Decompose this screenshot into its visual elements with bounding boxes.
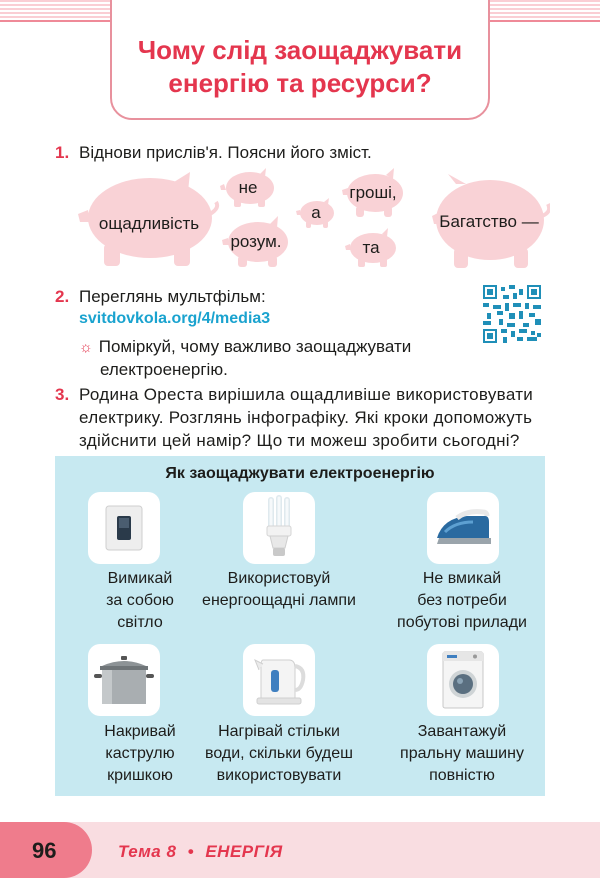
light-switch-icon	[88, 492, 160, 564]
caption-line: Вимикай	[107, 570, 173, 587]
pig-card	[344, 228, 398, 268]
pig-card	[340, 168, 406, 218]
title-line-2: енергію та ресурси?	[168, 68, 432, 98]
caption-line: Завантажуй	[417, 723, 507, 740]
caption-line: Використовуй	[227, 570, 331, 587]
sun-icon: ☼	[79, 339, 93, 356]
caption-line: побутові прилади	[397, 614, 527, 631]
washing-machine-icon	[427, 644, 499, 716]
caption-line: енергоощадні лампи	[202, 592, 356, 609]
pig-card	[428, 172, 550, 272]
task-2-sub-line-2: електроенергію.	[100, 360, 228, 379]
caption-line: використовувати	[216, 767, 342, 784]
proverb-pigs	[60, 168, 550, 283]
proverb-word: та	[362, 238, 380, 257]
task-2-text: Переглянь мультфільм:	[79, 287, 266, 306]
proverb-word: а	[311, 203, 321, 222]
proverb-word: гроші,	[349, 183, 397, 202]
caption-line: світло	[117, 614, 163, 631]
washing-machine-tile	[427, 644, 499, 716]
infographic-title: Як заощаджувати електроенергію	[165, 465, 435, 482]
task-1	[55, 142, 545, 164]
proverb-word: Багатство —	[439, 212, 539, 231]
topic-name: ЕНЕРГІЯ	[205, 842, 283, 861]
energy-saving-bulb-icon	[243, 492, 315, 564]
caption-line: Накривай	[104, 723, 176, 740]
tip-caption	[377, 568, 547, 634]
task-3	[55, 383, 545, 452]
topic-separator: •	[187, 842, 195, 861]
saucepan-tile	[88, 644, 160, 716]
tip-caption	[377, 721, 547, 787]
page-title	[112, 34, 488, 100]
iron-tile	[427, 492, 499, 564]
caption-line: каструлю	[105, 745, 175, 762]
pig-card	[220, 216, 292, 268]
task-1-text: Віднови прислів'я. Поясни його зміст.	[79, 143, 372, 162]
task-2-number: 2.	[55, 287, 70, 306]
caption-line: за собою	[106, 592, 174, 609]
caption-line: води, скільки будеш	[205, 745, 353, 762]
proverb-word: не	[238, 178, 258, 197]
caption-line: без потреби	[417, 592, 507, 609]
page-footer	[0, 822, 600, 878]
tip-caption	[194, 568, 364, 612]
media-link[interactable]: svitdovkola.org/4/media3	[79, 310, 271, 327]
task-3-line-1: Родина Ореста вирішила ощадливіше використовувати	[79, 385, 534, 404]
caption-line: пральну машину	[400, 745, 524, 762]
infographic	[55, 456, 545, 796]
topic-number: Тема 8	[118, 842, 177, 861]
title-line-1: Чому слід заощаджувати	[137, 35, 463, 65]
task-3-number: 3.	[55, 385, 70, 404]
topic-label	[118, 842, 283, 862]
light-switch-tile	[88, 492, 160, 564]
page-number: 96	[32, 838, 57, 863]
title-box	[110, 0, 490, 120]
energy-saving-bulb-tile	[243, 492, 315, 564]
pig-card	[296, 198, 336, 228]
task-2-sub-line-1: Поміркуй, чому важливо заощаджувати	[98, 337, 412, 356]
caption-line: повністю	[429, 767, 495, 784]
proverb-word: ощадливість	[98, 214, 200, 233]
proverb-word: розум.	[230, 232, 282, 251]
task-1-number: 1.	[55, 143, 70, 162]
caption-line: Нагрівай стільки	[218, 723, 340, 740]
kettle-tile	[243, 644, 315, 716]
tip-caption	[194, 721, 364, 787]
qr-code-icon[interactable]	[483, 285, 541, 343]
kettle-icon	[243, 644, 315, 716]
caption-line: Не вмикай	[422, 570, 502, 587]
task-3-line-3: здійснити цей намір? Що ти можеш зробити сьогодні?	[79, 431, 520, 450]
saucepan-icon	[88, 644, 160, 716]
pig-card	[220, 168, 276, 208]
pig-card	[78, 170, 220, 270]
caption-line: кришкою	[107, 767, 173, 784]
iron-icon	[427, 492, 499, 564]
task-3-line-2: електрику. Розглянь інфографіку. Які кроки допоможуть	[79, 408, 533, 427]
task-2	[55, 286, 475, 381]
task-2-sub	[79, 336, 475, 381]
